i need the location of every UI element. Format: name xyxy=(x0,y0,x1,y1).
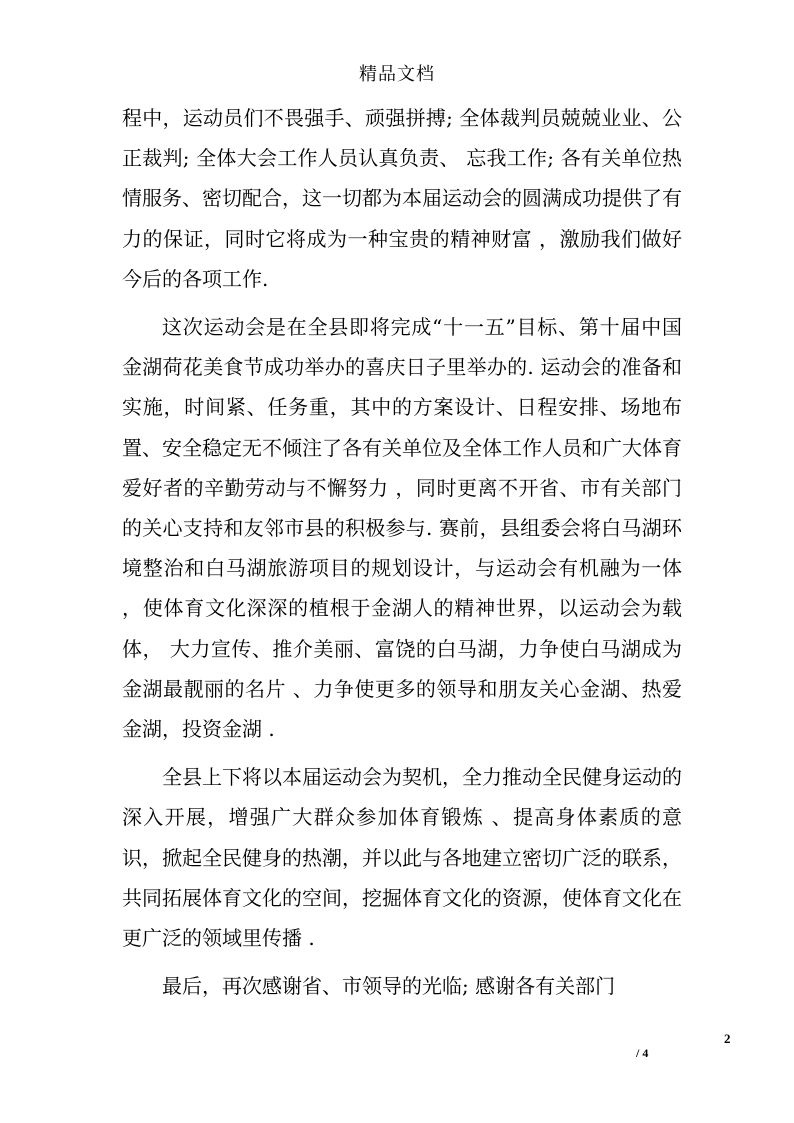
paragraph: 最后，再次感谢省、市领导的光临; 感谢各有关部门 xyxy=(162,974,616,999)
paragraph-continuation: 程中，运动员们不畏强手、顽强拼搏; 全体裁判员兢兢业业、公正裁判; 全体大会工作人员认真负责、 忘我工作; 各有关单位热情服务、密切配合，这一切都为本届运动会的圆满成功提供了有力的保证，同时它将成为一种宝贵的精神财富 ，激励我们做好今后的各项工作. xyxy=(122,106,682,291)
page-total: / 4 xyxy=(636,1046,649,1060)
paragraph: 全县上下将以本届运动会为契机，全力推动全民健身运动的深入开展，增强广大群众参加体育锻炼 、提高身体素质的意识，掀起全民健身的热潮，并以此与各地建立密切广泛的联系，共同拓展体育文化的空间，挖掘体育文化的资源，使体育文化在更广泛的领域里传播 . xyxy=(122,765,682,951)
page-header-title: 精品文档 xyxy=(359,64,435,85)
page-number: 2 xyxy=(724,1031,731,1046)
paragraph: 这次运动会是在全县即将完成“十一五”目标、第十届中国金湖荷花美食节成功举办的喜庆日子里举办的. 运动会的准备和实施，时间紧、任务重，其中的方案设计、日程安排、场地布置、安全稳定无不倾注了各有关单位及全体工作人员和广大体育爱好者的辛勤劳动与不懈努力 ，同时更离不开省、市有关部门的关心支持和友邻市县的积极参与. 赛前，县组委会将白马湖环境整治和白马湖旅游项目的规划设计，与运动会有机融为一体 ，使体育文化深深的植根于金湖人的精神世界，以运动会为载体， 大力宣传、推介美丽、富饶的白马湖，力争使白马湖成为金湖最靓丽的名片 、力争使更多的领导和朋友关心金湖、热爱金湖，投资金湖 . xyxy=(122,315,682,742)
document-body xyxy=(122,98,682,1014)
